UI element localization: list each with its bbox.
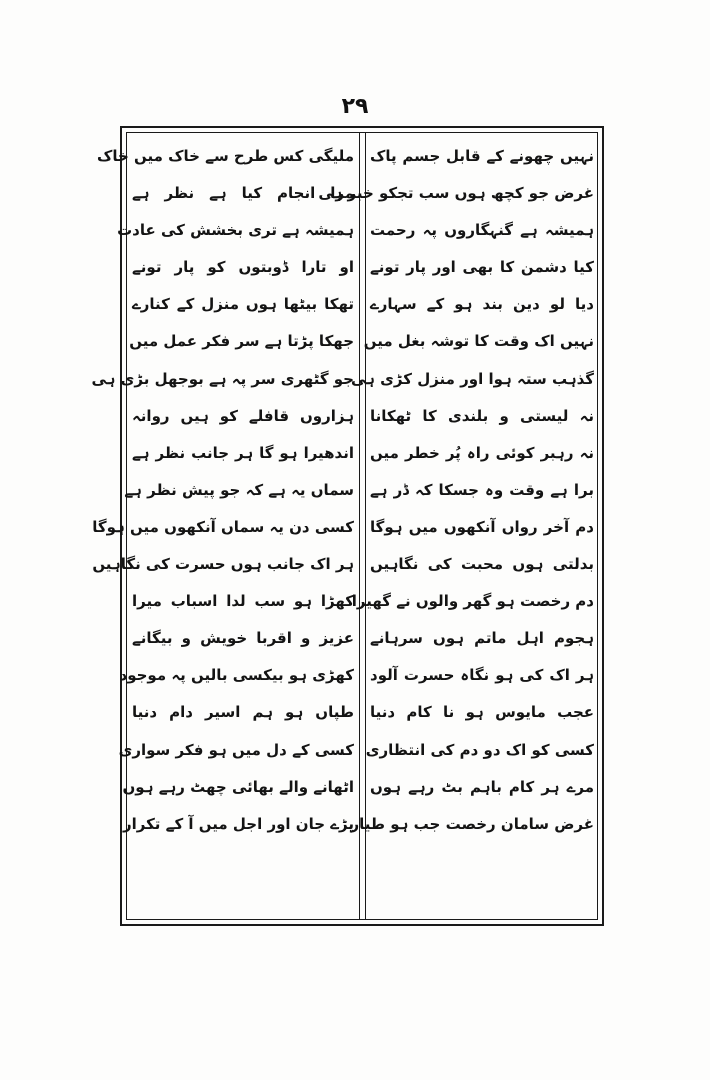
column-divider — [365, 132, 366, 920]
verse-line: سماں یہ ہے کہ جو پیش نظر ہے — [124, 480, 354, 499]
verse-line: ہجوم اہل ماتم ہوں سرہانے — [370, 629, 594, 648]
verse-line: غرض جو کچھ ہوں سب تجکو خبر ہی — [318, 184, 594, 203]
left-column — [91, 138, 354, 918]
verse-line: مرا انجام کیا ہے نظر ہے — [132, 184, 354, 203]
verse-line: کسی دن یہ سماں آنکھوں میں ہوگا — [92, 517, 354, 536]
verse-line: اندھیرا ہو گا ہر جانب نظر ہے — [132, 443, 354, 462]
verse-line: عزیز و اقربا خویش و بیگانے — [132, 629, 354, 648]
verse-line: نہ لیستی و بلندی کا ٹھکانا — [370, 406, 594, 425]
verse-line: ہمیشہ ہے تری بخشش کی عادت — [117, 221, 354, 240]
verse-line: نہیں اک وقت کا توشہ بغل میں — [363, 332, 594, 351]
verse-line: دم رخصت ہو گھر والوں نے گھیرا — [351, 592, 594, 611]
verse-line: عجب مایوس ہو نا کام دنیا — [370, 703, 594, 722]
verse-line: نہیں چھونے کے قابل جسم پاک — [370, 147, 594, 165]
verse-line: ملیگی کس طرح سے خاک میں خاک — [96, 147, 354, 165]
verse-line: جو گٹھری سر پہ ہے بوجھل بڑی ہی — [91, 369, 354, 388]
verse-line: پڑے جان اور اجل میں آ کے تکرار — [122, 814, 354, 833]
page-number: ۲۹ — [341, 94, 369, 119]
verse-line: دم آخر رواں آنکھوں میں ہوگا — [370, 517, 594, 536]
verse-line: غرض سامان رخصت جب ہو طیار — [350, 814, 594, 833]
verse-line: کھڑا ہو سب لدا اسباب میرا — [132, 592, 354, 611]
verse-line: ہزاروں قافلے کو ہیں روانہ — [132, 406, 354, 425]
verse-line: گذہب ستہ ہوا اور منزل کڑی ہی — [350, 369, 594, 388]
verse-line: کھڑی ہو بیکسی بالیں پہ موجود — [119, 666, 354, 685]
verse-line: دیا لو دین بند ہو کے سہارے — [370, 295, 594, 314]
verse-line: نہ رہبر کوئی راہ پُر خطر میں — [370, 443, 594, 462]
column-divider — [359, 132, 360, 920]
verse-line: ہر اک کی ہو نگاہ حسرت آلود — [370, 666, 594, 685]
verse-line: بدلتی ہوں محبت کی نگاہیں — [370, 555, 594, 574]
verse-line: ہر اک جانب ہوں حسرت کی نگاہیں — [92, 555, 354, 574]
verse-line: کیا دشمن کا بھی اور پار تونے — [370, 258, 594, 277]
verse-line: او تارا ڈوبتوں کو پار تونے — [132, 258, 354, 277]
verse-line: کسی کے دل میں ہو فکر سواری — [118, 740, 354, 759]
verse-line: ہمیشہ ہے گنہگاروں پہ رحمت — [370, 221, 594, 240]
verse-line: اٹھانے والے بھائی چھٹ رہے ہوں — [122, 777, 354, 796]
verse-line: کسی کو اک دو دم کی انتظاری — [365, 740, 594, 759]
right-column — [318, 138, 594, 918]
verse-line: مرے ہر کام باہم بٹ رہے ہوں — [370, 777, 594, 796]
verse-line: برا ہے وقت وہ جسکا کہ ڈر ہے — [370, 480, 594, 499]
verse-line: طپاں ہو ہم اسیر دام دنیا — [132, 703, 354, 722]
verse-line: تھکا بیٹھا ہوں منزل کے کنارے — [132, 295, 354, 314]
verse-line: جھکا پڑتا ہے سر فکر عمل میں — [129, 332, 354, 351]
